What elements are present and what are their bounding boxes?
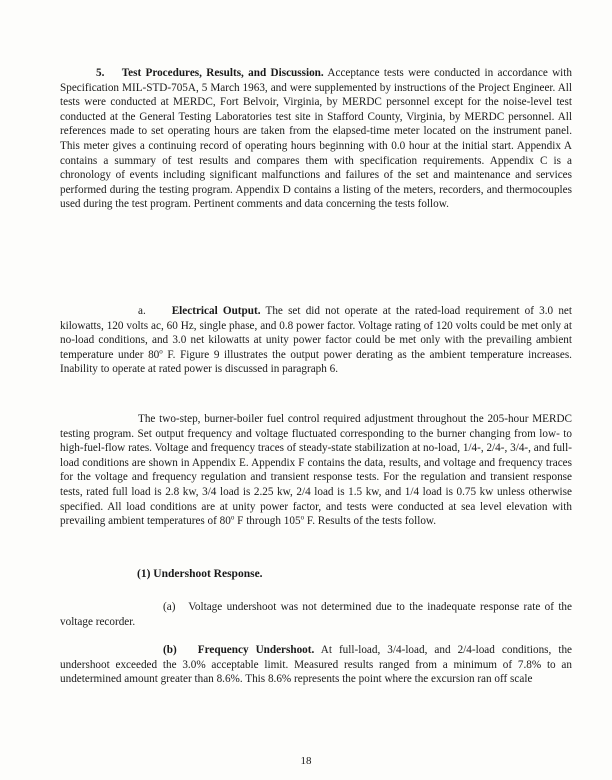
page-number: 18 [300,755,312,767]
fuel-control-body-3: F. Results of the tests follow. [304,515,437,528]
frequency-undershoot-title: Frequency Undershoot. [197,644,315,656]
section-5-number: 5. [96,67,105,79]
degree-symbol: o [230,513,235,522]
electrical-output-title: Electrical Output. [171,305,261,317]
fuel-control-body-2: F through 105 [234,515,301,528]
section-5-body: Acceptance tests were conducted in accordance with Specification MIL-STD-705A, 5 March 1963, and were supplemented by instructions of the Project Engineer. All tests were conducted at MERDC, Fort Belvoir, Virginia, by MERDC personnel except for the noise-level test conducted at the General Testing Laboratories test site in Stafford County, Virginia, by MERDC personnel. All references made to set operating hours are taken from the elapsed-time meter located on the instrument panel. This meter gives a continuing record of operating hours beginning with 0.0 hour at the initial start. Appendix A contains a summary of test results and compares them with specification requirements. Appendix C is a chronology of events including significant malfunctions and failures of the set and maintenance and services performed during the testing program. Appendix D contains a listing of the meters, recorders, and thermocouples used during the test program. Pertinent comments and data concerning the tests follow. [60,67,572,211]
frequency-undershoot-label: (b) [163,644,177,656]
electrical-output-paragraph [60,304,572,377]
degree-symbol: o [300,513,305,522]
frequency-undershoot-body: At full-load, 3/4-load, and 2/4-load conditions, the undershoot exceeded the 3.0% acceptable limit. Measured results ranged from a minimum of 7.8% to an undetermined amount greater than 8.6%. This 8.6% represents the point where the excursion ran off scale [60,644,573,686]
voltage-undershoot-label: (a) [163,601,176,613]
voltage-undershoot-paragraph [60,600,572,629]
undershoot-response-heading: (1) Undershoot Response. [137,568,263,580]
electrical-output-label: a. [138,305,146,317]
electrical-output-body-2: F. Figure 9 illustrates the output power derating as the ambient temperature increases. Inability to operate at rated power is discussed in paragraph 6. [60,348,572,376]
electrical-output-body-1: The set did not operate at the rated-load requirement of 3.0 net kilowatts, 120 volts ac, 60 Hz, single phase, and 0.8 power factor. Voltage rating of 120 volts could be met only at no-load conditions, and 3.0 net kilowatts at unity power factor could be met only with the prevailing ambient temperature under 80 [60,305,573,361]
fuel-control-paragraph [60,412,572,529]
section-5-paragraph [60,66,572,212]
degree-symbol: o [159,347,163,356]
voltage-undershoot-body: Voltage undershoot was not determined due to the inadequate response rate of the voltage recorder. [60,601,572,628]
fuel-control-body-1: The two-step, burner-boiler fuel control required adjustment throughout the 205-hour MERDC testing program. Set output frequency and voltage fluctuated corresponding to the burner changing from low- to high-fuel-flow rates. Voltage and frequency traces of steady-state stabilization at no-load, 1/4-, 2/4-, 3/4-, and full-load conditions are shown in Appendix E. Appendix F contains the data, results, and voltage and frequency traces for the voltage and frequency regulation and transient response tests. For the regulation and transient response tests, rated full load is 2.8 kw, 3/4 load is 2.25 kw, 2/4 load is 1.5 kw, and 1/4 load is 0.75 kw unless otherwise specified. All load conditions are at unity power factor, and tests were conducted at sea level elevation with prevailing ambient temperatures of 80 [60,413,572,528]
frequency-undershoot-paragraph [60,643,572,687]
section-5-title: Test Procedures, Results, and Discussion. [121,67,324,79]
